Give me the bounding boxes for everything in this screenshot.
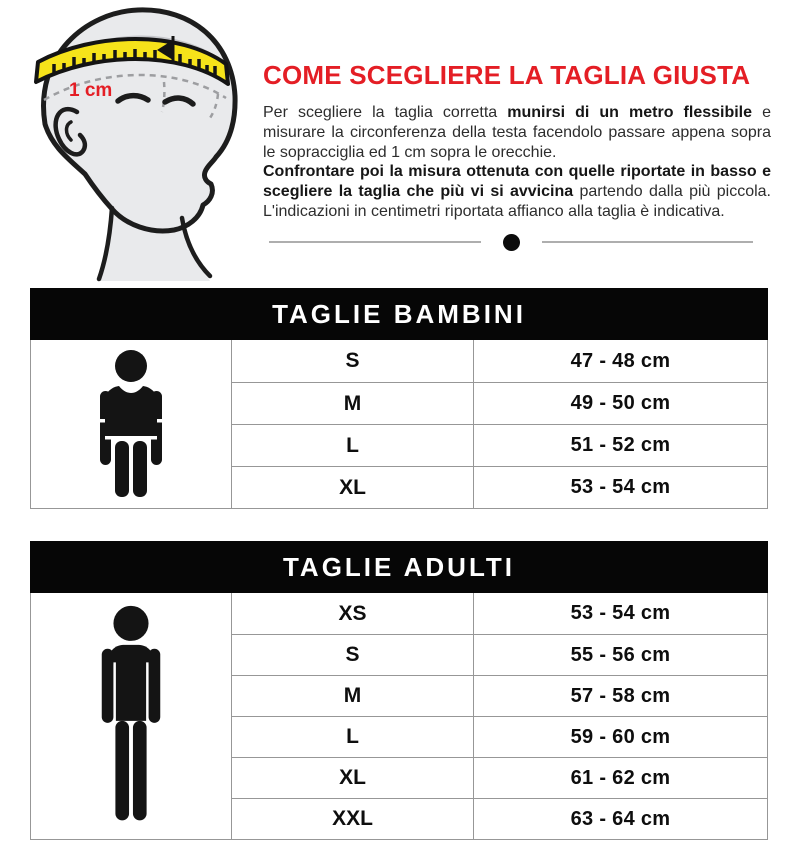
adults-size-table [30, 541, 768, 840]
divider-dot-icon [503, 234, 520, 251]
intro-paragraph-2: Confrontare poi la misura ottenuta con quelle riportate in basso e scegliere la taglia che più vi si avvicina partendo dalla più piccola. L'indicazioni in centimetri riportata affianco alla taglia è indicativa. [263, 163, 771, 220]
range-cell: 53 - 54 cm [570, 602, 671, 624]
size-cell: XXL [232, 799, 474, 839]
size-cell: S [232, 340, 474, 382]
children-table-title: TAGLIE BAMBINI [30, 288, 768, 340]
table-row [232, 424, 767, 466]
range-cell: 53 - 54 cm [570, 476, 671, 498]
child-icon-cell [31, 340, 232, 508]
table-row [232, 716, 767, 757]
page-title: COME SCEGLIERE LA TAGLIA GIUSTA [263, 60, 751, 90]
adults-table-body [30, 593, 768, 840]
table-row [232, 757, 767, 798]
size-cell: M [232, 676, 474, 716]
range-cell: 49 - 50 cm [570, 392, 671, 414]
section-divider [269, 234, 753, 251]
divider-line [269, 241, 481, 243]
adult-icon-cell [31, 593, 232, 839]
table-row [232, 798, 767, 839]
table-row [232, 382, 767, 424]
head-measurement-illustration [14, 4, 252, 284]
range-cell: 63 - 64 cm [570, 807, 671, 830]
size-cell: XS [232, 593, 474, 634]
range-cell: 61 - 62 cm [570, 766, 671, 789]
children-size-table [30, 288, 768, 509]
size-cell: L [232, 717, 474, 757]
size-cell: M [232, 383, 474, 424]
table-row [232, 593, 767, 634]
intro-text [263, 60, 771, 251]
size-cell: S [232, 635, 474, 675]
intro-paragraph-1: Per scegliere la taglia corretta munirsi di un metro flessibile e misurare la circonferenza della testa facendolo passare appena sopra le sopracciglia ed 1 cm sopra le orecchie. [263, 104, 772, 161]
children-rows [232, 340, 767, 508]
divider-line [542, 241, 754, 243]
range-cell: 57 - 58 cm [570, 684, 671, 707]
range-cell: 47 - 48 cm [570, 349, 671, 372]
range-cell: 51 - 52 cm [570, 434, 671, 456]
size-cell: XL [232, 467, 474, 508]
table-row [232, 340, 767, 382]
size-cell: L [232, 425, 474, 466]
measure-label: 1 cm [69, 80, 113, 101]
adults-rows [232, 593, 767, 839]
range-cell: 59 - 60 cm [570, 725, 671, 748]
intro-section [0, 0, 800, 288]
adults-table-title: TAGLIE ADULTI [30, 541, 768, 593]
range-cell: 55 - 56 cm [570, 643, 671, 666]
children-table-body [30, 340, 768, 509]
table-row [232, 466, 767, 508]
adult-icon [92, 602, 170, 830]
child-icon [91, 349, 171, 499]
table-row [232, 675, 767, 716]
table-row [232, 634, 767, 675]
size-cell: XL [232, 758, 474, 798]
